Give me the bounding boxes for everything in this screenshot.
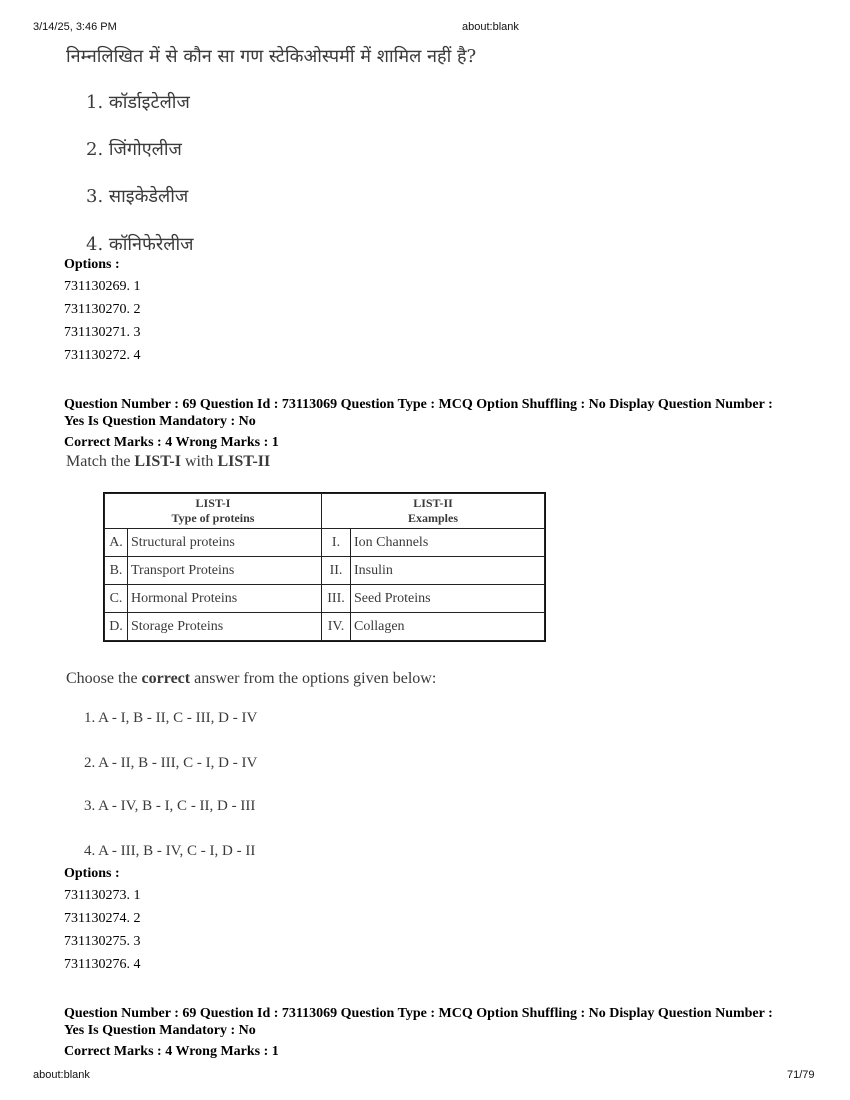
page-number: 71/79 (787, 1069, 815, 1081)
print-page-title: about:blank (462, 21, 519, 33)
hindi-choice-2: 2. जिंगोएलीज (86, 139, 182, 160)
options-label: Options : (64, 257, 120, 272)
hindi-choice-4: 4. कॉनिफेरेलीज (86, 234, 194, 255)
answer-choice-2: 2. A - II, B - III, C - I, D - IV (84, 755, 258, 771)
option-id-line: 731130273. 1 (64, 888, 141, 903)
option-id-line: 731130274. 2 (64, 911, 141, 926)
table-row: B. Transport Proteins II. Insulin (105, 557, 545, 585)
option-id-line: 731130275. 3 (64, 934, 141, 949)
option-id-line: 731130276. 4 (64, 957, 141, 972)
choose-instruction: Choose the correct answer from the options given below: (66, 670, 437, 687)
print-footer-url: about:blank (33, 1069, 90, 1081)
option-id-line: 731130271. 3 (64, 325, 141, 340)
question-marks: Correct Marks : 4 Wrong Marks : 1 (64, 1044, 279, 1059)
option-id-line: 731130270. 2 (64, 302, 141, 317)
answer-choice-1: 1. A - I, B - II, C - III, D - IV (84, 710, 258, 726)
question-metadata: Question Number : 69 Question Id : 73113069 Question Type : MCQ Option Shuffling : No Display Question Number : Yes Is Question Mandatory : No (64, 1006, 773, 1038)
option-id-line: 731130269. 1 (64, 279, 141, 294)
table-row: A. Structural proteins I. Ion Channels (105, 529, 545, 557)
match-table (104, 493, 545, 641)
answer-choice-3: 3. A - IV, B - I, C - II, D - III (84, 798, 256, 814)
table-header-row (105, 494, 545, 529)
question-text-hindi: निम्नलिखित में से कौन सा गण स्टेकिओस्पर्मी में शामिल नहीं है? (66, 46, 477, 67)
hindi-choice-3: 3. साइकेडेलीज (86, 186, 189, 207)
match-instruction: Match the LIST-I with LIST-II (66, 453, 271, 470)
question-metadata: Question Number : 69 Question Id : 73113069 Question Type : MCQ Option Shuffling : No Display Question Number : Yes Is Question Mandatory : No (64, 397, 773, 429)
option-id-line: 731130272. 4 (64, 348, 141, 363)
table-row: D. Storage Proteins IV. Collagen (105, 613, 545, 641)
print-datetime: 3/14/25, 3:46 PM (33, 21, 117, 33)
table-row: C. Hormonal Proteins III. Seed Proteins (105, 585, 545, 613)
list-2-header: LIST-II Examples (322, 494, 545, 529)
answer-choice-4: 4. A - III, B - IV, C - I, D - II (84, 843, 256, 859)
options-label: Options : (64, 866, 120, 881)
list-1-header: LIST-I Type of proteins (105, 494, 322, 529)
question-marks: Correct Marks : 4 Wrong Marks : 1 (64, 435, 279, 450)
hindi-choice-1: 1. कॉर्डाइटेलीज (86, 92, 190, 113)
